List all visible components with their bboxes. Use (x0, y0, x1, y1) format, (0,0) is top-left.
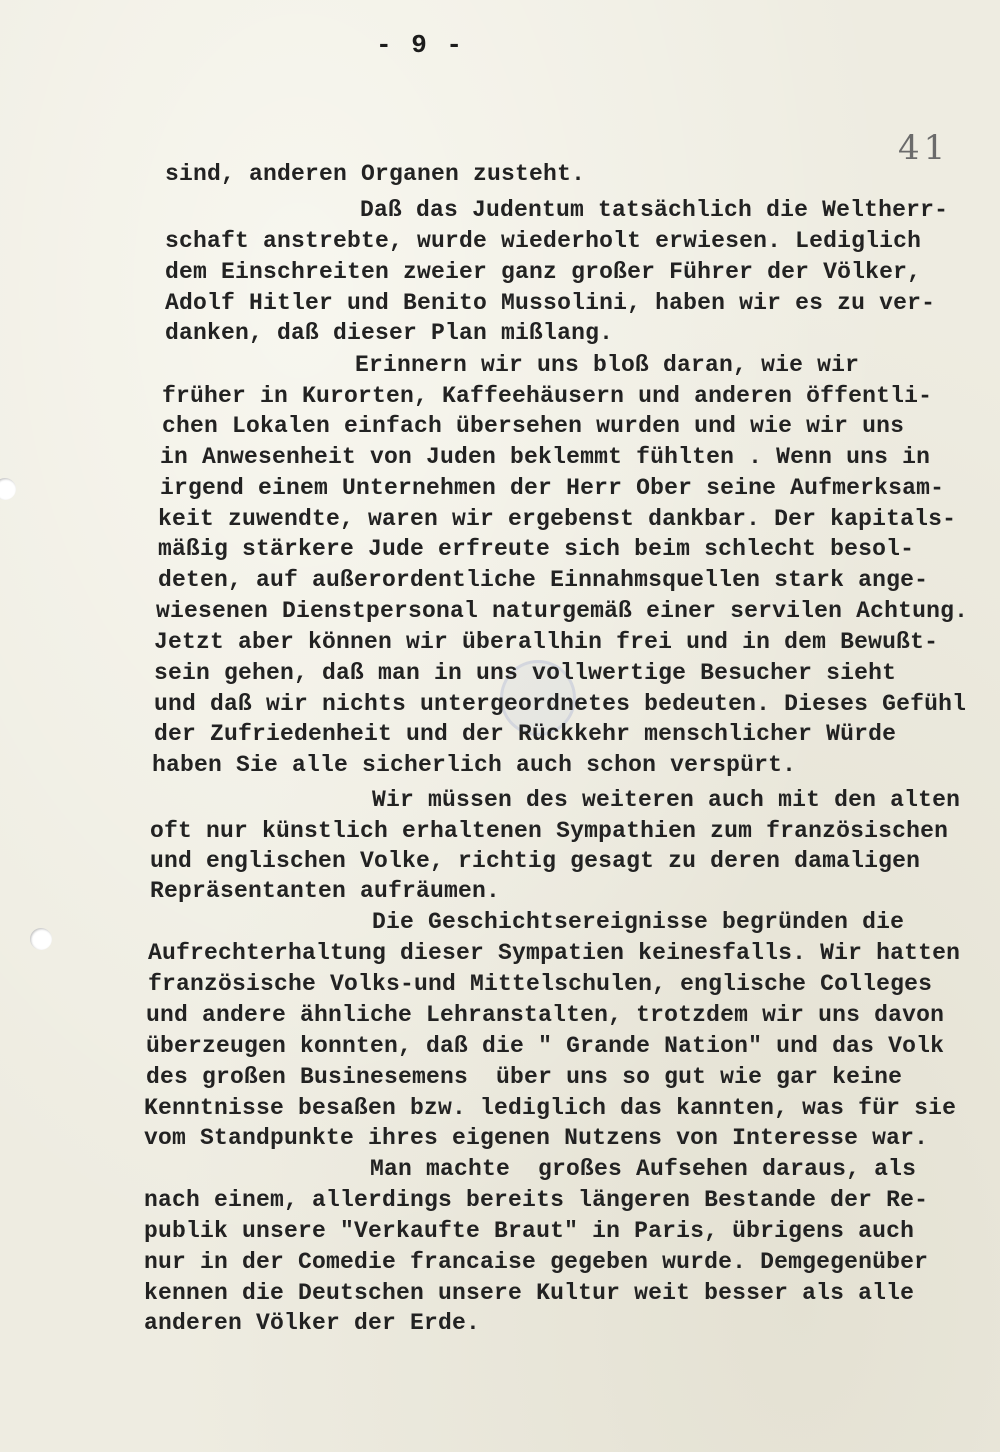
text-line: des großen Businesemens über uns so gut wie gar keine (146, 1064, 903, 1090)
text-line: französische Volks-und Mittelschulen, englische Colleges (148, 971, 933, 997)
text-line: irgend einem Unternehmen der Herr Ober seine Aufmerksam- (160, 475, 945, 501)
text-line: publik unsere "Verkaufte Braut" in Paris, übrigens auch (144, 1218, 915, 1244)
text-line: Wir müssen des weiteren auch mit den alten (372, 787, 961, 813)
text-line: haben Sie alle sicherlich auch schon verspürt. (152, 752, 797, 778)
text-line: kennen die Deutschen unsere Kultur weit besser als alle (144, 1280, 915, 1306)
text-line: überzeugen konnten, daß die " Grande Nation" und das Volk (146, 1033, 945, 1059)
punch-hole (0, 478, 16, 500)
text-line: und andere ähnliche Lehranstalten, trotzdem wir uns davon (146, 1002, 945, 1028)
text-line: chen Lokalen einfach übersehen wurden und wie wir uns (162, 413, 905, 439)
text-line: nach einem, allerdings bereits längeren Bestande der Re- (144, 1187, 929, 1213)
text-line: Adolf Hitler und Benito Mussolini, haben wir es zu ver- (165, 290, 936, 316)
text-line: Kenntnisse besaßen bzw. lediglich das kannten, was für sie (144, 1095, 957, 1121)
page-number: - 9 - (375, 30, 464, 60)
text-line: und daß wir nichts untergeordnetes bedeuten. Dieses Gefühl (154, 691, 967, 717)
text-line: sind, anderen Organen zusteht. (165, 161, 586, 187)
text-line: deten, auf außerordentliche Einnahmsquellen stark ange- (158, 567, 929, 593)
text-line: nur in der Comedie francaise gegeben wurde. Demgegenüber (144, 1249, 929, 1275)
text-line: sein gehen, daß man in uns vollwertige Besucher sieht (154, 660, 897, 686)
text-line: Daß das Judentum tatsächlich die Weltherr- (360, 197, 949, 223)
text-line: keit zuwendte, waren wir ergebenst dankbar. Der kapitals- (158, 506, 957, 532)
text-line: und englischen Volke, richtig gesagt zu deren damaligen (150, 848, 921, 874)
text-line: Erinnern wir uns bloß daran, wie wir (355, 352, 860, 378)
folio-number: 41 (898, 128, 950, 168)
text-line: der Zufriedenheit und der Rückkehr menschlicher Würde (154, 721, 897, 747)
text-line: danken, daß dieser Plan mißlang. (165, 320, 614, 346)
text-line: früher in Kurorten, Kaffeehäusern und anderen öffentli- (162, 383, 933, 409)
text-line: schaft anstrebte, wurde wiederholt erwiesen. Lediglich (165, 228, 922, 254)
text-line: Die Geschichtsereignisse begründen die (372, 909, 905, 935)
text-line: in Anwesenheit von Juden beklemmt fühlten . Wenn uns in (160, 444, 931, 470)
text-line: wiesenen Dienstpersonal naturgemäß einer servilen Achtung. (156, 598, 969, 624)
punch-hole (30, 928, 52, 950)
text-line: Man machte großes Aufsehen daraus, als (370, 1156, 917, 1182)
text-line: anderen Völker der Erde. (144, 1310, 481, 1336)
text-line: Jetzt aber können wir überallhin frei und in dem Bewußt- (154, 629, 939, 655)
text-line: vom Standpunkte ihres eigenen Nutzens von Interesse war. (144, 1125, 929, 1151)
text-line: Repräsentanten aufräumen. (150, 878, 501, 904)
text-line: dem Einschreiten zweier ganz großer Führer der Völker, (165, 259, 922, 285)
text-line: Aufrechterhaltung dieser Sympatien keinesfalls. Wir hatten (148, 940, 961, 966)
text-line: mäßig stärkere Jude erfreute sich beim schlecht besol- (158, 536, 915, 562)
text-line: oft nur künstlich erhaltenen Sympathien zum französischen (150, 818, 949, 844)
